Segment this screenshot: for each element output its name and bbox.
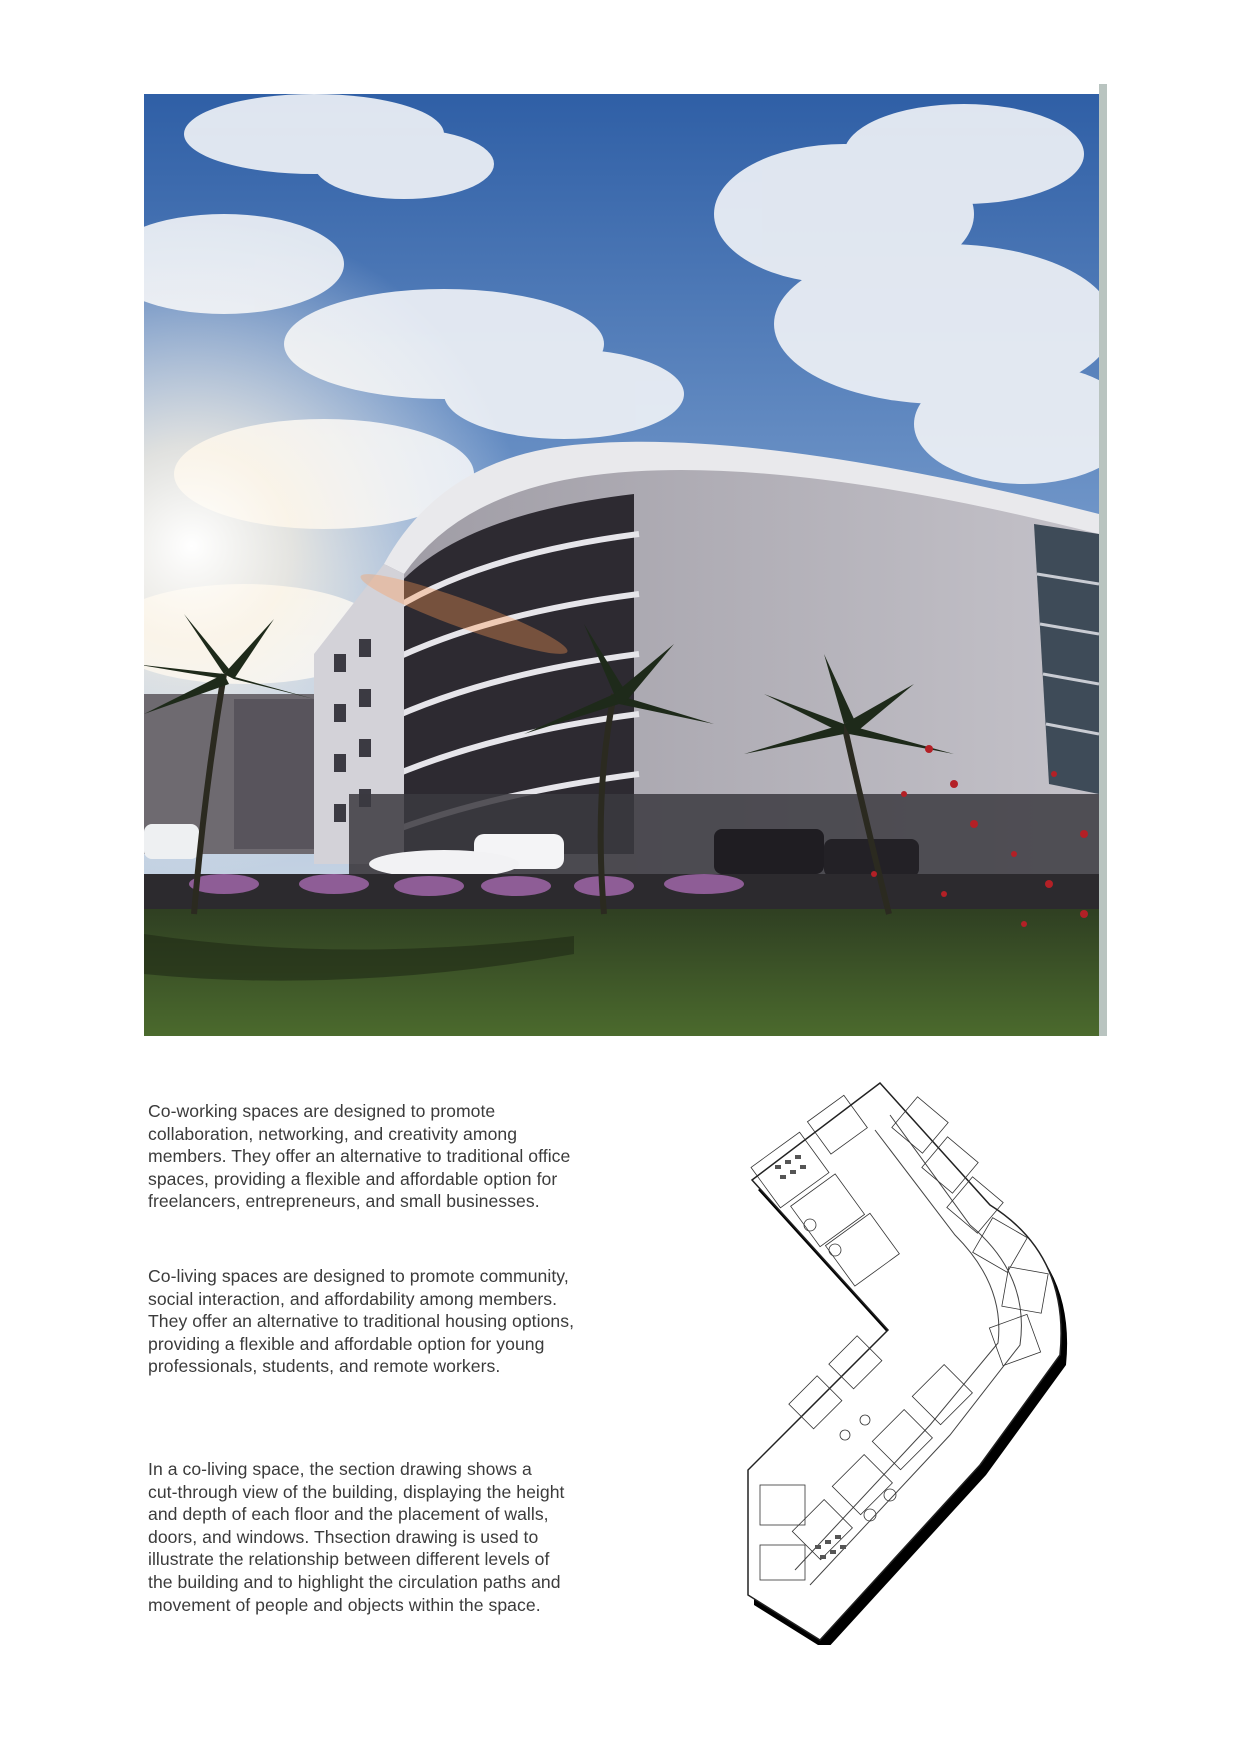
paragraph-coliving (148, 1265, 608, 1378)
paragraph-line: spaces, providing a flexible and affordable option for (148, 1168, 558, 1189)
paragraph-line: Co-living spaces are designed to promote community, (148, 1266, 569, 1286)
paragraph-line: illustrate the relationship between different levels of (148, 1549, 550, 1570)
paragraph-line: cut-through view of the building, displaying the height (148, 1481, 565, 1502)
paragraph-line: doors, and windows. Thsection drawing is used to (148, 1526, 539, 1547)
paragraph-line: members. They offer an alternative to traditional office (148, 1146, 571, 1167)
paragraph-line: providing a flexible and affordable option for young (148, 1333, 545, 1354)
paragraph-line: social interaction, and affordability among members. (148, 1288, 558, 1309)
paragraph-line: movement of people and objects within the space. (148, 1594, 541, 1615)
paragraph-coworking (148, 1100, 608, 1213)
floor-plan-drawing (740, 1075, 1080, 1645)
image-edge-strip (1099, 84, 1107, 1036)
paragraph-line: the building and to highlight the circulation paths and (148, 1571, 561, 1592)
paragraph-line: In a co-living space, the section drawing shows a (148, 1459, 532, 1479)
building-render-image (144, 94, 1099, 1036)
paragraph-section-drawing (148, 1458, 608, 1616)
paragraph-line: professionals, students, and remote workers. (148, 1356, 501, 1377)
paragraph-line: and depth of each floor and the placement of walls, (148, 1504, 549, 1525)
paragraph-line: They offer an alternative to traditional housing options, (148, 1311, 575, 1332)
paragraph-line: freelancers, entrepreneurs, and small businesses. (148, 1191, 540, 1212)
paragraph-line: Co-working spaces are designed to promote (148, 1101, 496, 1121)
paragraph-line: collaboration, networking, and creativity among (148, 1123, 518, 1144)
